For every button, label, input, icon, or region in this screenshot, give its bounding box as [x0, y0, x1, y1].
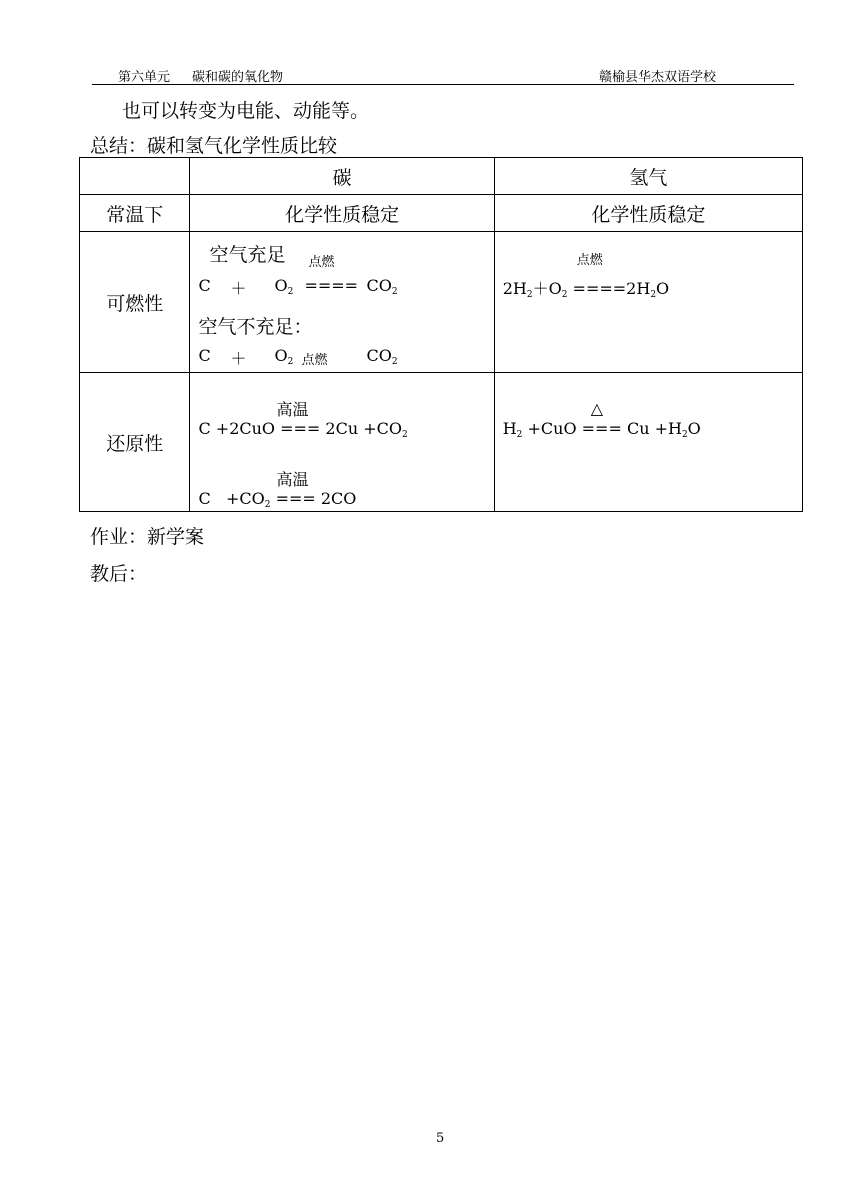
air-sufficient-label: 空气充足 — [209, 244, 286, 266]
eq-plus: ＋ — [230, 279, 247, 298]
eq-arrow: ==== — [304, 276, 359, 295]
page-number: 5 — [436, 1131, 445, 1146]
table-row — [80, 232, 803, 373]
ignite-label-2: 点燃 — [301, 353, 328, 368]
row-reduction-label: 还原性 — [80, 373, 190, 512]
eq2-reactant: $O_2$ — [274, 346, 294, 367]
header-school: 赣榆县华杰双语学校 — [599, 70, 717, 85]
eq-reactant: $O_2$ — [274, 276, 294, 297]
row-combustion-carbon — [190, 232, 494, 373]
ignite-label-h: 点燃 — [576, 253, 603, 268]
col-hydrogen-header: 氢气 — [494, 158, 802, 195]
carbon-reduction-eq1: C +2CuO === $2Cu +CO_2$ — [198, 419, 408, 440]
high-temp-label: 高温 — [276, 400, 309, 419]
table-header-row — [80, 158, 803, 195]
air-insufficient-label: 空气不充足： — [198, 316, 313, 338]
heat-icon: △ — [590, 399, 604, 418]
row-combustion-hydrogen — [494, 232, 802, 373]
eq2-plus: ＋ — [230, 349, 247, 368]
hydrogen-combustion-eq: $2H_2+O_2 ====2H_2O$ — [502, 279, 670, 300]
ignite-label: 点燃 — [308, 255, 335, 270]
summary-title: 总结：碳和氢气化学性质比较 — [90, 135, 338, 157]
table-row — [80, 195, 803, 232]
hydrogen-reduction-eq: $H_2 +CuO$ === $Cu +H_2O$ — [502, 419, 701, 440]
eq-c-left: C — [198, 276, 211, 295]
high-temp-label-2: 高温 — [276, 470, 309, 489]
row-normal-carbon: 化学性质稳定 — [190, 195, 494, 232]
row-reduction-hydrogen — [494, 373, 802, 512]
eq2-c-left: C — [198, 346, 211, 365]
col-carbon-header: 碳 — [190, 158, 494, 195]
header-rule — [92, 84, 794, 85]
table-row — [80, 373, 803, 512]
row-normal-label: 常温下 — [80, 195, 190, 232]
eq2-product: $CO_2$ — [366, 346, 398, 367]
intro-line: 也可以转变为电能、动能等。 — [122, 100, 370, 122]
homework-line: 作业：新学案 — [90, 526, 205, 548]
carbon-reduction-eq2: C $+CO_2$ === 2CO — [198, 489, 357, 510]
table-corner-cell — [80, 158, 190, 195]
header-unit-topic — [118, 66, 283, 85]
header-topic: 碳和碳的氧化物 — [192, 70, 284, 85]
eq-product: $CO_2$ — [366, 276, 398, 297]
header-unit: 第六单元 — [118, 70, 171, 85]
comparison-table — [79, 157, 803, 512]
row-reduction-carbon — [190, 373, 494, 512]
after-class-line: 教后： — [90, 563, 148, 585]
row-normal-hydrogen: 化学性质稳定 — [494, 195, 802, 232]
row-combustion-label: 可燃性 — [80, 232, 190, 373]
